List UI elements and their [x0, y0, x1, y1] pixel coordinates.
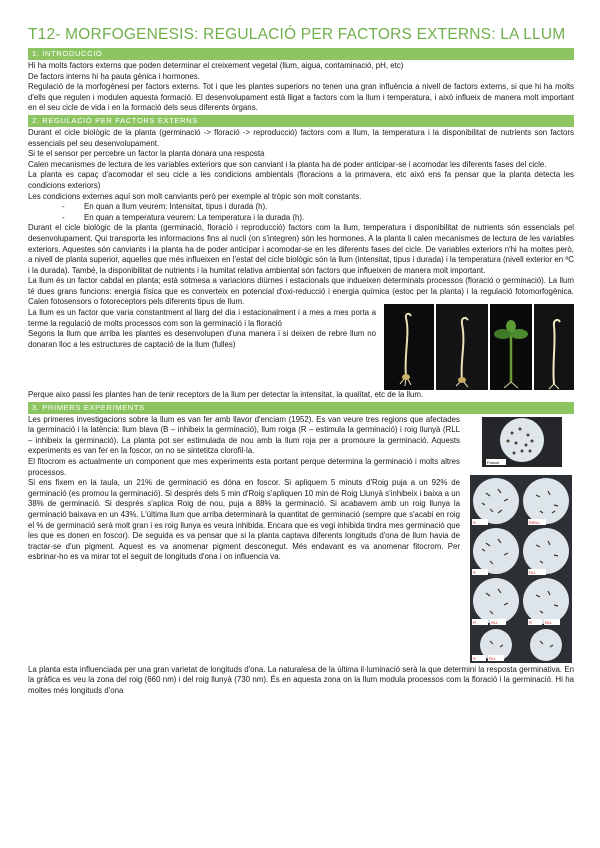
paragraph: Segons la llum que arriba les plantes es desenvolupen d'una manera i si deixen de rebre llum no donaran lloc a les estructures de captació de la llum (fulles) — [28, 329, 376, 349]
germination-plates-photo — [468, 415, 574, 665]
paragraph: La planta esta influenciada per una gran varietat de longituds d'ona. La naturalesa de la última il·luminació serà la que determini la resposta germinativa. En la gràfica es veu la zona del roig (660 nm) i del roig llunyà (730 nm). És en aquesta zona on la llum modula processos com la floració i la germinació. Hi ha moltes més longituds d'ona — [28, 664, 574, 695]
paragraph: Calen mecanismes de lectura de les variables exteriors que son canviant i la planta ha de poder anticipar-se i acomodar les diferents fases del cicle. — [28, 159, 547, 169]
paragraph: Les primeres investigacions sobre la llum es van fer amb llavor d'enciam (1952). Es van veure tres regions que afectades la germinació i la latència: llum blava (B – inhibeix la germinació), llum roiga (R – estimula la germinació) i roig llunyà (RLL – inhibeix la germinació). La planta pot ser estimulada de nou amb la llum roja per a promoure la germinació. Aquests experiments es van fer en la foscor, on no se sintetitza clorofil·la. — [28, 414, 460, 456]
paragraph: Perque aixo passi les plantes han de tenir receptors de la llum per detectar la intensitat, la qualitat, etc de la llum. — [28, 390, 424, 400]
plate-label: R — [473, 569, 476, 575]
paragraph: La llum es un factor que varia constantment al llarg del dia i estacionalment i a mes a mes porta a terme la regulació de molts processos com son la germinació i la floració — [28, 308, 376, 328]
paragraph: Durant el cicle biològic de la planta (germinació, floració i reproducció) factors com la llum, temperatura i disponibilitat de nutrients són essencials pel desenvolupament. Qui transporta les informacions fins al nucli (on s'integren) són les hormones. A la planta li calen mecanismes de lectura de les variables exteriors. Aquestes són canviants i la planta ha de poder anticipar i acomodar-se en les diferents fases del cicle. De variables exteriors n'hi ha moltes però, a nivell de planta superior, aquelles que més influeixen en l'estat del cicle biològic són la llum (intensitat, tipus i durada) i la temperatura (nivell exterior en ºC i la durada). També, la disponibilitat de nutrients i la humitat relativa ambiental són factors que influeixen de manera molt important. — [28, 223, 574, 275]
section-heading-regulacio: 2. REGULACIÓ PER FACTORS EXTERNS — [28, 115, 574, 127]
paragraph: Hi ha molts factors externs que poden determinar el creixement vegetal (llum, aigua, contaminació, pH, etc) — [28, 61, 404, 70]
plate-label: RLL — [489, 655, 497, 661]
text-with-plates — [28, 415, 574, 665]
plate-label: Foscor — [487, 459, 500, 465]
plate-label: R — [473, 519, 476, 525]
text-with-photo — [28, 308, 574, 390]
paragraph: De factors interns hi ha pauta gènica i hormones. — [28, 71, 200, 81]
bullet-list — [28, 202, 574, 223]
page-title: T12- MORFOGENESIS: REGULACIÓ PER FACTORS EXTERNS: LA LLUM — [28, 26, 566, 43]
list-item: - En quan a llum veurem: Intensitat, tipus i durada (h). — [84, 202, 574, 213]
paragraph: El fitocrom es actualmente un component que mes experiments esta portant perque determina la germinació i molts altres processos. — [28, 457, 460, 477]
plate-label: RLL — [529, 569, 537, 575]
document-page — [28, 26, 574, 696]
plate-label: RLL — [545, 619, 553, 625]
paragraph: La llum és un factor cabdal en planta; està sotmesa a variacions diürnes i estacionals que indueixen determinats processos (floració o germinació). La llum té dues grans funcions: energia física que es converteix en potencial d'oxi-reducció i energia química (estoc per la planta) i la regulació fotomorfogènica. Calen fotosensors o fotoreceptors pels diferents tipus de llum. — [28, 276, 574, 307]
plate-label: R — [473, 655, 476, 661]
seedlings-photo — [384, 304, 574, 390]
paragraph: Durant el cicle biològic de la planta (germinació -> floració -> reproducció) factors com a llum, la temperatura i la disponibilitat de nutrients son factors essencials pel seu desenvolupament. — [28, 127, 574, 148]
paragraph: Si ens fixem en la taula, un 21% de germinació es dóna en foscor. Si apliquem 5 minuts d'Roig puja a un 92% de germinació (es promou la germinació). Si després dels 5 min d'Roig s'apliquen 10 min de Roig Llunyà s'inhibeix i baixa a un 38% de germinació. Si després s'aplica Roig de nou, puja a 88% la germinació. Si acabavem amb un roig llunya la germinació baixava en un 43%. L'última llum que arriba determinarà la quantitat de germinació (sempre que s'acabi en roig el % de germinació serà molt gran i es roig llunya es veura inhibida. Encara que es vegi inhibida tindra mes germinació que les que es donen en foscor). De seguida es va pensar que si la planta captava diferents longituds d'ona de llum havia de tractar-se d'un pigment. Aquest es va anomenar pigment desconegut. Més endavant es va anomenar fitocrom. Per esbrinar-ho es va mirar tot el seguit de longituds d'ona i on influencia va. — [28, 478, 460, 562]
plate-label: R — [529, 619, 532, 625]
section-heading-primers-experiments: 3. PRIMERS EXPERIMENTS — [28, 402, 574, 414]
paragraph: Les condicions externes aquí son molt canviants però per exemple al tròpic son molt constants. — [28, 191, 362, 201]
paragraph: Si te el sensor per percebre un factor la planta donara una resposta — [28, 149, 265, 159]
paragraph: Regulació de la morfogènesi per factors externs. Tot i que les plantes superiors no tenen una gran influència a nivell de factors externs, si que hi ha molts d'ells que regulen i modulen aquesta formació. El desenvolupament està lligat a factors com la llum i temperatura, i això influeix de manera molt important en el seu cicle de vida i en la formació dels seus diferents òrgans. — [28, 82, 574, 113]
plate-label: R/RLL — [529, 519, 541, 525]
list-item: - En quan a temperatura veurem: La temperatura i la durada (h). — [84, 213, 574, 224]
paragraph: La planta es capaç d'acomodar el seu cicle a les condicions ambientals (floracions a la primavera, etc això ens fa pensar que la planta detecta les condicions exteriors) — [28, 170, 574, 190]
section-heading-introduccio: 1. INTRODUCCIÓ — [28, 48, 574, 60]
plate-label: R — [473, 619, 476, 625]
plate-label: RLL — [491, 619, 499, 625]
